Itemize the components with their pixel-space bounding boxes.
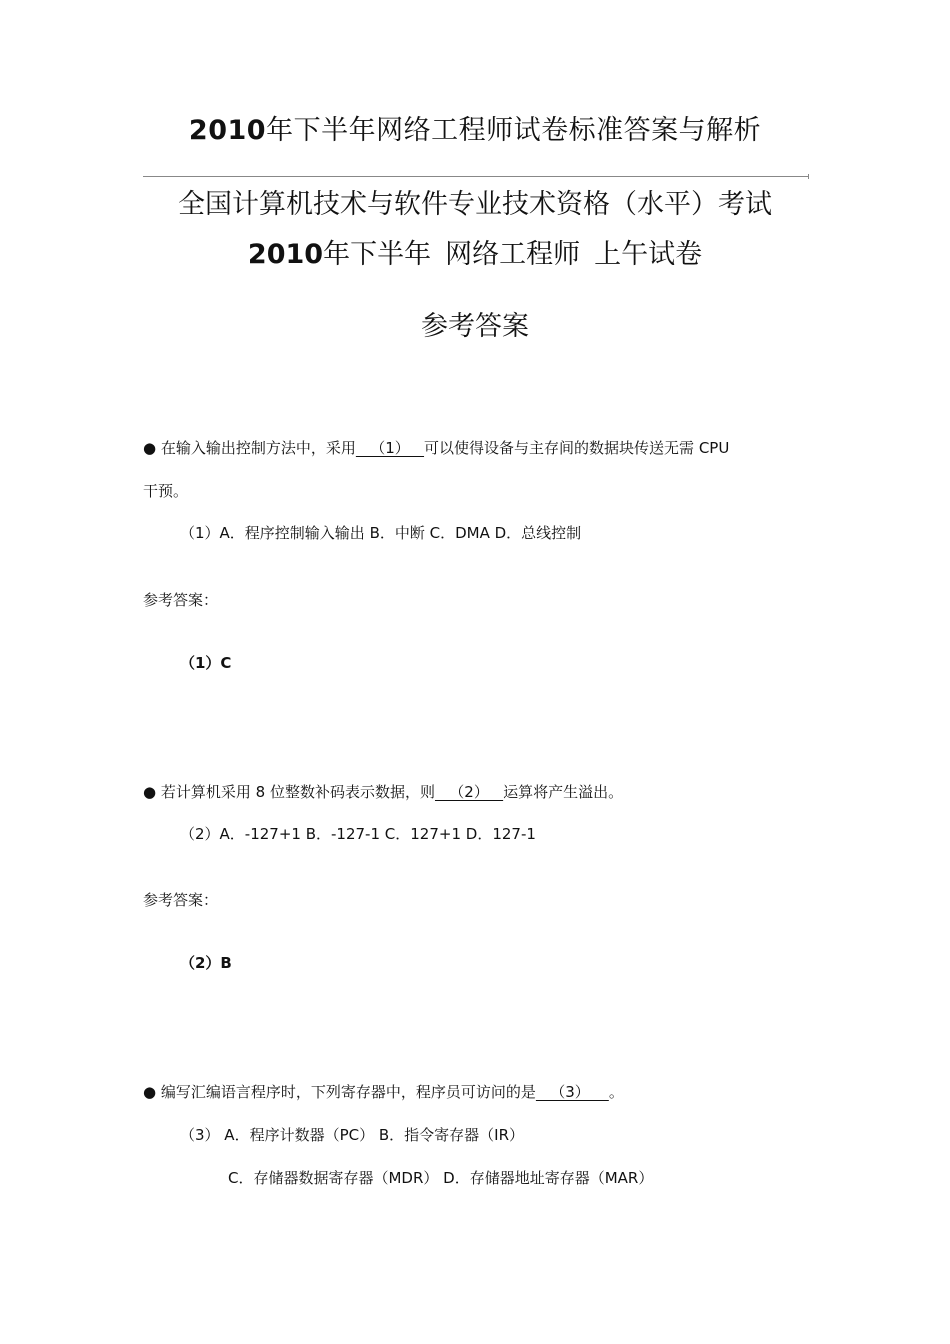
exam-subtitle: 全国计算机技术与软件专业技术资格（水平）考试 <box>178 189 772 220</box>
question-3-text-before: 编写汇编语言程序时，下列寄存器中，程序员可访问的是 <box>160 1083 536 1101</box>
exam-session-heading <box>0 236 950 274</box>
question-1-answer-label: 参考答案： <box>143 591 219 609</box>
title-year: 2010 <box>188 115 267 146</box>
exam-half: 年下半年 <box>323 239 432 270</box>
bullet-icon: ● <box>143 439 157 457</box>
question-3-options-line-1: （3） A．程序计数器（PC） B．指令寄存器（IR） <box>180 1126 524 1144</box>
question-2-answer: （2）B <box>180 954 232 972</box>
document-title <box>0 113 950 149</box>
question-1-text-before: 在输入输出控制方法中，采用 <box>160 439 356 457</box>
section-heading: 参考答案 <box>421 311 529 342</box>
bullet-icon: ● <box>143 1083 157 1101</box>
question-2-blank: （2） <box>434 783 504 801</box>
question-1-text-after: 可以使得设备与主存间的数据块传送无需 CPU <box>424 439 730 457</box>
title-text: 年下半年网络工程师试卷标准答案与解析 <box>266 115 762 146</box>
question-2-answer-label: 参考答案： <box>143 891 219 909</box>
question-3-options-line-2: C．存储器数据寄存器（MDR） D．存储器地址寄存器（MAR） <box>228 1169 654 1187</box>
exam-year: 2010 <box>247 239 324 270</box>
question-3-blank: （3） <box>535 1083 609 1101</box>
question-2-stem <box>143 781 623 803</box>
question-1-stem-continued: 干预。 <box>143 482 189 500</box>
question-2-options: （2）A．-127+1 B．-127-1 C．127+1 D．127-1 <box>180 825 536 843</box>
question-2-text-before: 若计算机采用 8 位整数补码表示数据，则 <box>160 783 435 801</box>
question-1-stem <box>143 437 729 459</box>
exam-role: 网络工程师 <box>445 239 581 270</box>
question-1-answer: （1）C <box>180 654 232 672</box>
question-3-text-after: 。 <box>608 1083 624 1101</box>
question-2-text-after: 运算将产生溢出。 <box>503 783 624 801</box>
question-1-options: （1）A．程序控制输入输出 B．中断 C．DMA D．总线控制 <box>180 524 582 542</box>
bullet-icon: ● <box>143 783 157 801</box>
question-1-blank: （1） <box>355 439 425 457</box>
exam-session: 上午试卷 <box>594 239 703 270</box>
question-3-stem <box>143 1081 624 1103</box>
title-divider <box>143 176 808 177</box>
